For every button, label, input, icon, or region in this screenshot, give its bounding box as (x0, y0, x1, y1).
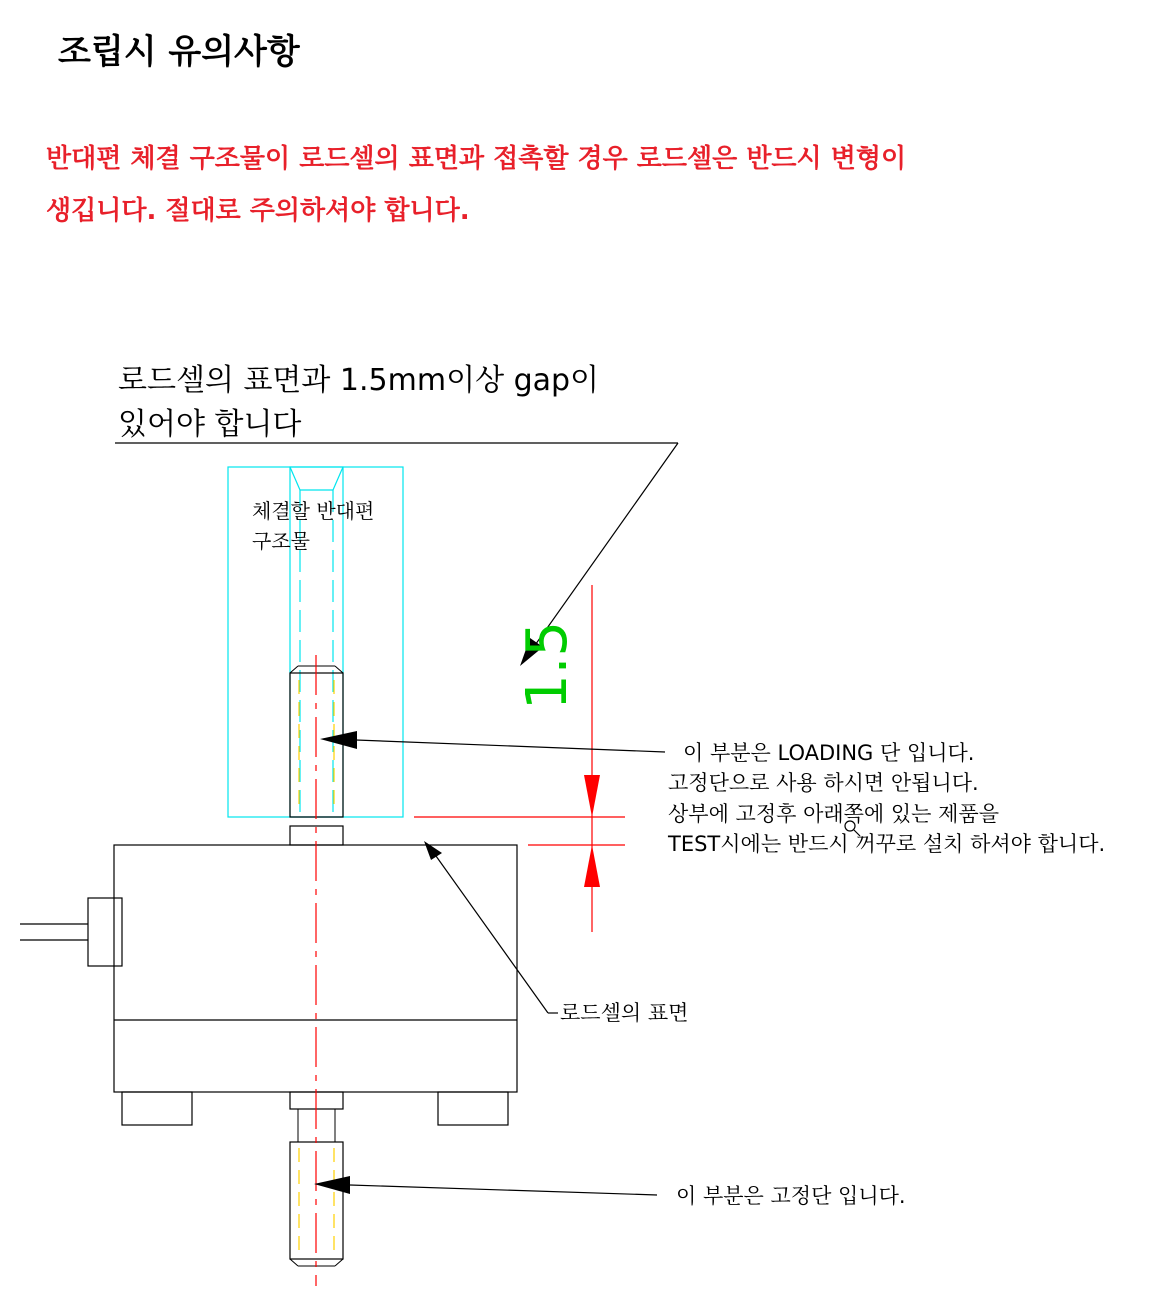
warning-text-line-2: 생깁니다. 절대로 주의하셔야 합니다. (46, 196, 470, 226)
page-title: 조립시 유의사항 (58, 32, 300, 72)
cable-connector (20, 898, 122, 966)
dimension-value: 1.5 (515, 620, 580, 710)
warning-text-line-1: 반대편 체결 구조물이 로드셀의 표면과 접촉할 경우 로드셀은 반드시 변형이 (46, 144, 907, 174)
fixed-note: 이 부분은 고정단 입니다. (676, 1184, 906, 1208)
loading-note-line-2: 고정단으로 사용 하시면 안됩니다. (668, 771, 979, 795)
surface-label-leader (424, 841, 558, 1013)
gap-note-line-1: 로드셀의 표면과 1.5mm이상 gap이 (118, 363, 600, 398)
loading-note-line-1: 이 부분은 LOADING 단 입니다. (683, 741, 975, 765)
gap-note-leader (115, 443, 678, 666)
fixed-note-leader (314, 1176, 657, 1195)
counterpart-label-line-1: 체결할 반대편 (252, 499, 375, 523)
surface-label: 로드셀의 표면 (560, 1001, 689, 1025)
loading-note-line-4: TEST시에는 반드시 꺼꾸로 설치 하셔야 합니다. (668, 832, 1106, 856)
gap-note-line-2: 있어야 합니다 (118, 407, 302, 442)
loading-note-leader (320, 731, 665, 752)
counterpart-label-line-2: 구조물 (252, 529, 310, 553)
loading-note-line-3: 상부에 고정후 아래쪽에 있는 제품을 (668, 802, 999, 826)
